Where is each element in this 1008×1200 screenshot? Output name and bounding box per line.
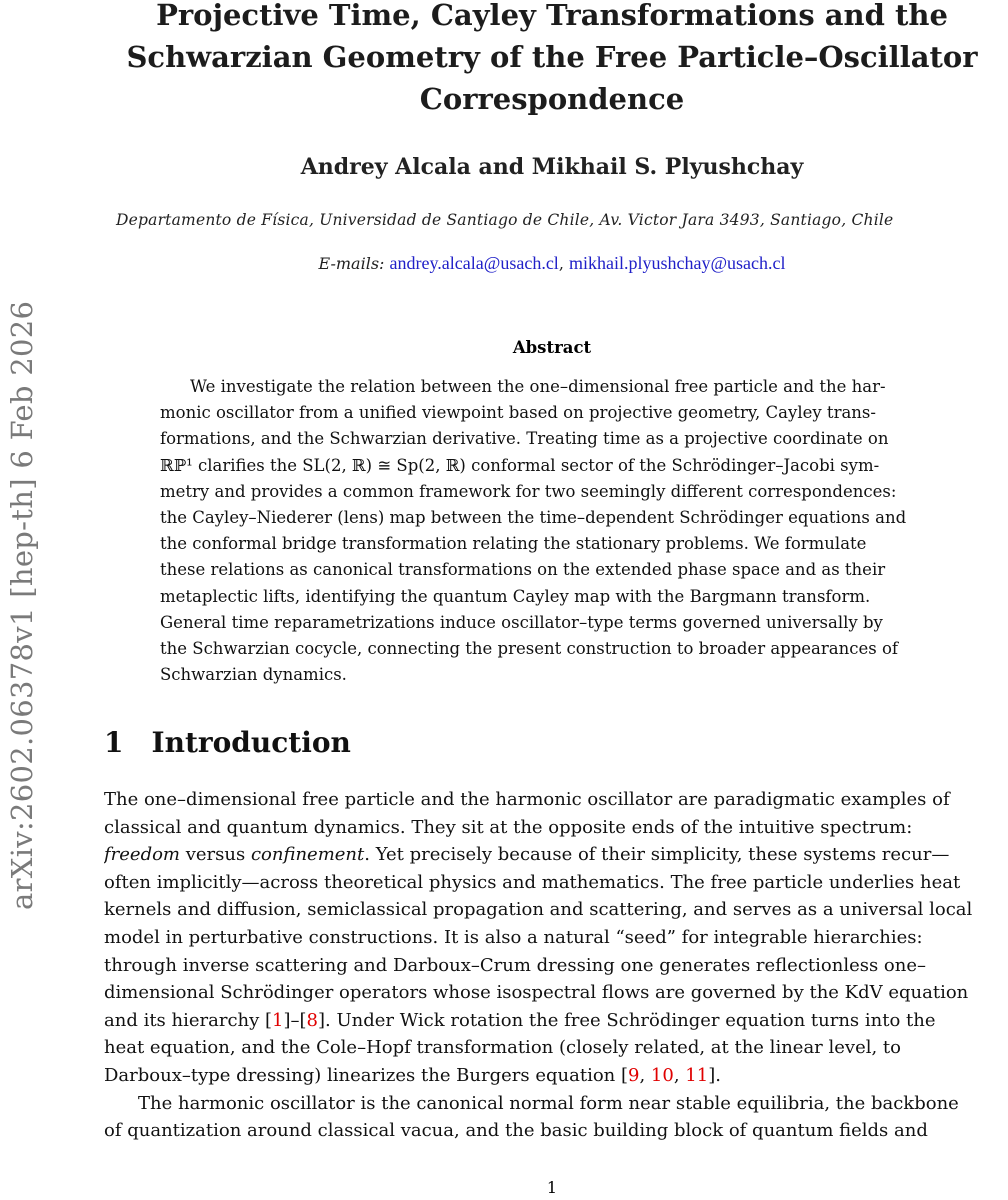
email-link-alcala[interactable]: andrey.alcala@usach.cl — [389, 253, 559, 273]
citation-link[interactable]: 10 — [650, 1064, 674, 1086]
abstract-line: Schwarzian dynamics. — [160, 665, 347, 685]
intro-line — [104, 1062, 1000, 1090]
intro-text: , — [639, 1064, 651, 1086]
abstract-line: General time reparametrizations induce oscillator–type terms governed universally by — [160, 612, 883, 632]
intro-line: through inverse scattering and Darboux–Crum dressing one generates reflectionless one– — [104, 954, 927, 976]
arxiv-stamp: arXiv:2602.06378v1 [hep-th] 6 Feb 2026 — [5, 300, 39, 910]
intro-text: and its hierarchy [ — [104, 1009, 273, 1031]
section-heading — [104, 726, 351, 759]
intro-line: kernels and diffusion, semiclassical propagation and scattering, and serves as a universal local — [104, 899, 973, 921]
title-line-3: Correspondence — [419, 82, 685, 116]
intro-text: ]. Under Wick rotation the free Schrödinger equation turns into the — [318, 1009, 936, 1031]
citation-link[interactable]: 11 — [685, 1064, 709, 1086]
abstract-line: metry and provides a common framework for two seemingly different correspondences: — [160, 481, 897, 501]
emphasis-freedom: freedom — [104, 844, 180, 866]
abstract-line: ℝℙ¹ clarifies the SL(2, ℝ) ≅ Sp(2, ℝ) conformal sector of the Schrödinger–Jacobi sym- — [160, 455, 880, 475]
intro-line: often implicitly—across theoretical physics and mathematics. The free particle underlies heat — [104, 871, 961, 893]
intro-text: . Yet precisely because of their simplicity, these systems recur— — [364, 844, 950, 866]
intro-line: The one–dimensional free particle and the harmonic oscillator are paradigmatic examples of — [104, 789, 950, 810]
section-title: Introduction — [151, 726, 351, 759]
abstract-body — [160, 374, 945, 688]
intro-line: model in perturbative constructions. It is also a natural “seed” for integrable hierarchies: — [104, 926, 923, 948]
intro-line: classical and quantum dynamics. They sit at the opposite ends of the intuitive spectrum: — [104, 816, 913, 838]
abstract-line: monic oscillator from a unified viewpoint based on projective geometry, Cayley trans- — [160, 403, 876, 423]
citation-link[interactable]: 1 — [272, 1009, 284, 1031]
email-link-plyushchay[interactable]: mikhail.plyushchay@usach.cl — [568, 253, 786, 273]
intro-line — [104, 841, 1000, 869]
emails-label: E-mails: — [318, 254, 390, 273]
emails-separator: , — [558, 254, 569, 273]
abstract-line: formations, and the Schwarzian derivative. Treating time as a projective coordinate on — [160, 429, 889, 449]
citation-link[interactable]: 9 — [628, 1064, 640, 1086]
title-line-1: Projective Time, Cayley Transformations and the — [156, 0, 948, 32]
abstract-line: We investigate the relation between the one–dimensional free particle and the har- — [190, 377, 886, 396]
intro-line: The harmonic oscillator is the canonical normal form near stable equilibria, the backbone — [138, 1092, 959, 1114]
intro-text: versus — [180, 844, 251, 866]
abstract-line: the Schwarzian cocycle, connecting the present construction to broader appearances of — [160, 638, 898, 658]
emphasis-confinement: confinement — [250, 844, 365, 866]
intro-text: ]. — [708, 1064, 721, 1086]
paper-title — [104, 0, 1000, 120]
abstract-line: metaplectic lifts, identifying the quantum Cayley map with the Bargmann transform. — [160, 586, 871, 606]
emails — [104, 253, 1000, 274]
intro-text: Darboux–type dressing) linearizes the Burgers equation [ — [104, 1064, 629, 1086]
section-number: 1 — [104, 726, 124, 759]
intro-line: heat equation, and the Cole–Hopf transformation (closely related, at the linear level, to — [104, 1037, 902, 1059]
intro-text: ]–[ — [283, 1009, 307, 1031]
intro-body — [104, 786, 1000, 1145]
intro-line — [104, 1007, 1000, 1035]
abstract-heading: Abstract — [512, 338, 592, 357]
intro-line: dimensional Schrödinger operators whose isospectral flows are governed by the KdV equation — [104, 982, 969, 1004]
abstract-line: the Cayley–Niederer (lens) map between the time–dependent Schrödinger equations and — [160, 507, 907, 527]
affiliation: Departamento de Física, Universidad de Santiago de Chile, Av. Victor Jara 3493, Santiago, Chile — [116, 211, 894, 229]
abstract-line: these relations as canonical transformations on the extended phase space and as their — [160, 560, 886, 580]
page-number: 1 — [546, 1178, 558, 1197]
title-line-2: Schwarzian Geometry of the Free Particle–Oscillator — [126, 40, 978, 74]
intro-text: , — [673, 1064, 686, 1086]
intro-line: of quantization around classical vacua, and the basic building block of quantum fields and — [104, 1120, 928, 1142]
authors: Andrey Alcala and Mikhail S. Plyushchay — [300, 154, 804, 180]
abstract-line: the conformal bridge transformation relating the stationary problems. We formulate — [160, 534, 867, 554]
citation-link[interactable]: 8 — [306, 1009, 318, 1031]
